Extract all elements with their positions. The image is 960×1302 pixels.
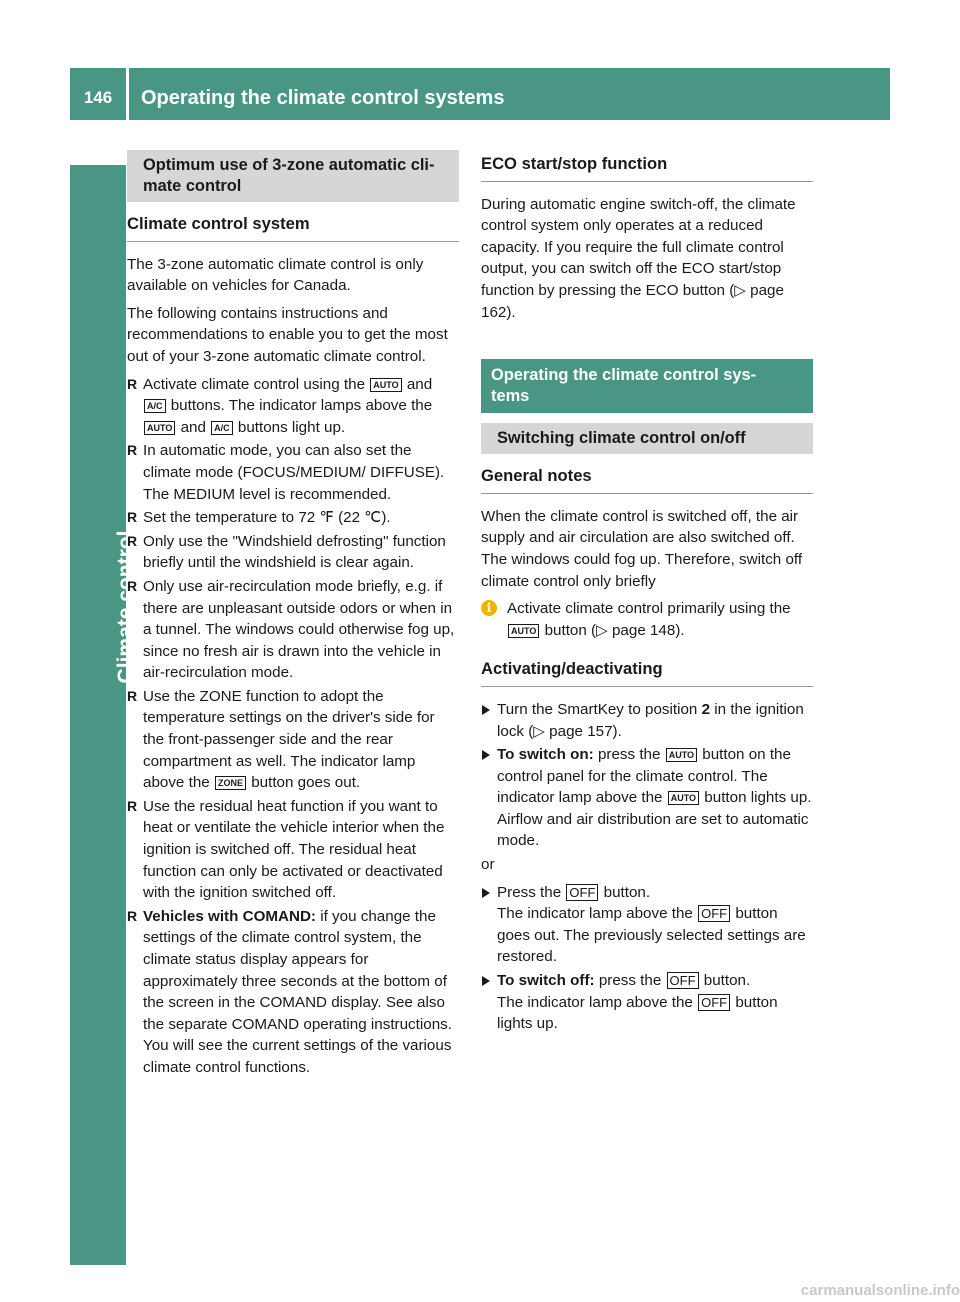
list-item: R Only use the "Windshield defrosting" function briefly until the windshield is clear again.: [127, 531, 459, 574]
off-button-icon: OFF: [698, 905, 730, 922]
page-title: Operating the climate control systems: [141, 87, 505, 109]
auto-button-icon: AUTO: [668, 791, 699, 805]
paragraph: The following contains instructions and recommendations to enable you to get the most out of your 3-zone automatic climate control.: [127, 304, 448, 365]
ac-button-icon: A/C: [144, 399, 166, 413]
side-tab-label: Climate control: [114, 530, 137, 684]
watermark: carmanualsonline.info: [800, 1282, 960, 1299]
paragraph: During automatic engine switch-off, the climate control system only operates at a reduced capacity. If you require the full climate control output, you can switch off the ECO start/stop function by pressing the ECO button (▷ page 162).: [481, 195, 796, 321]
subsection-heading: Activating/deactivating: [481, 655, 813, 687]
chapter-heading: Operating the climate control sys- tems: [481, 359, 813, 413]
auto-button-icon: AUTO: [508, 624, 539, 638]
list-item: R Activate climate control using the AUTO and A/C buttons. The indicator lamps above the AUTO and A/C buttons light up.: [127, 374, 459, 439]
left-column: [127, 150, 459, 1081]
info-icon: i: [481, 600, 497, 616]
ac-button-icon: A/C: [211, 421, 233, 435]
list-item: R Vehicles with COMAND: if you change the settings of the climate control system, the climate status display appears for approximately three seconds at the bottom of the screen in the COMAND display. See also the separate COMAND operating instructions. You will see the current settings of the various climate control functions.: [127, 906, 459, 1079]
auto-button-icon: AUTO: [370, 378, 401, 392]
off-button-icon: OFF: [698, 994, 730, 1011]
list-item: R Use the residual heat function if you want to heat or ventilate the vehicle interior when the ignition is switched off. The residual heat function can only be activated or deactivated with the ignition switched off.: [127, 796, 459, 904]
auto-button-icon: AUTO: [666, 748, 697, 762]
paragraph: When the climate control is switched off, the air supply and air circulation are also switched off. The windows could fog up. Therefore, switch off climate control only briefly: [481, 507, 803, 590]
header-divider: [126, 68, 129, 120]
step-item: Press the OFF button. The indicator lamp above the OFF button goes out. The previously selected settings are restored.: [481, 882, 813, 968]
list-item: R Use the ZONE function to adopt the temperature settings on the driver's side for the front-passenger side and the rear compartment as well. The indicator lamp above the ZONE button goes out.: [127, 686, 459, 794]
page-number: 146: [83, 88, 113, 107]
subsection-heading: General notes: [481, 462, 813, 494]
section-heading: Switching climate control on/off: [481, 423, 813, 454]
info-note: i Activate climate control primarily using the AUTO button (▷ page 148).: [481, 598, 813, 641]
step-item: To switch off: press the OFF button. The indicator lamp above the OFF button lights up.: [481, 970, 813, 1035]
paragraph: The 3-zone automatic climate control is only available on vehicles for Canada.: [127, 255, 424, 295]
subsection-heading: Climate control system: [127, 210, 459, 242]
zone-button-icon: ZONE: [215, 776, 246, 790]
off-button-icon: OFF: [566, 884, 598, 901]
section-heading: Optimum use of 3-zone automatic cli- mate control: [127, 150, 459, 202]
auto-button-icon: AUTO: [144, 421, 175, 435]
right-column: [481, 150, 813, 1037]
off-button-icon: OFF: [667, 972, 699, 989]
step-item: To switch on: press the AUTO button on the control panel for the climate control. The indicator lamp above the AUTO button lights up. Airflow and air distribution are set to automatic mode.: [481, 744, 813, 852]
paragraph: or: [481, 856, 495, 874]
list-item: R Only use air-recirculation mode briefly, e.g. if there are unpleasant outside odors or when in a tunnel. The windows could otherwise fog up, since no fresh air is drawn into the vehicle in air-recirculation mode.: [127, 576, 459, 684]
step-item: Turn the SmartKey to position 2 in the ignition lock (▷ page 157).: [481, 699, 813, 742]
list-item: R In automatic mode, you can also set the climate mode (FOCUS/MEDIUM/ DIFFUSE). The MEDIUM level is recommended.: [127, 440, 459, 505]
list-item: R Set the temperature to 72 ℉ (22 ℃).: [127, 507, 459, 529]
subsection-heading: ECO start/stop function: [481, 150, 813, 182]
